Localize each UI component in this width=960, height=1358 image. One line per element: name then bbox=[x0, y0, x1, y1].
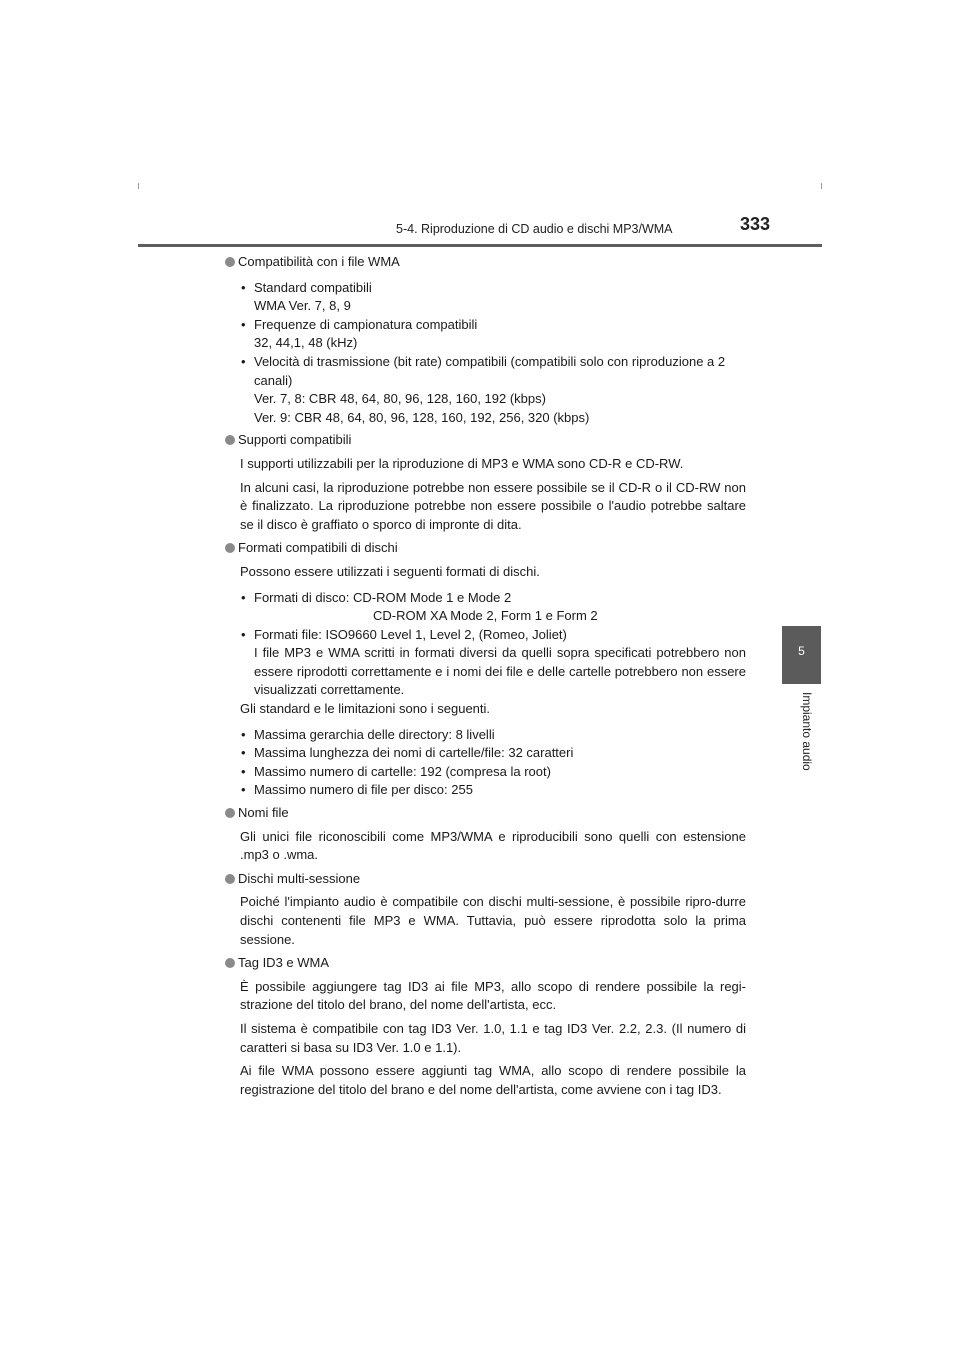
bullet-list bbox=[240, 726, 746, 800]
section-filenames bbox=[222, 804, 746, 865]
list-item: • Massimo numero di cartelle: 192 (compresa la root) bbox=[241, 763, 551, 779]
section-multisession bbox=[222, 870, 746, 949]
circle-bullet-icon bbox=[225, 543, 235, 553]
list-item: • Formati file: ISO9660 Level 1, Level 2, (Romeo, Joliet) I file MP3 e WMA scritti in formati diversi da quelli sopra specificati potrebbero non essere riprodotti correttamente e i nomi dei file e delle cartelle potrebbero non essere visualizzati correttamente. bbox=[241, 626, 746, 698]
section-wma bbox=[222, 253, 746, 427]
paragraph: Gli unici file riconoscibili come MP3/WMA e riproducibili sono quelli con estensione .mp3 o .wma. bbox=[240, 828, 746, 863]
page-content bbox=[222, 253, 746, 1099]
paragraph: Ai file WMA possono essere aggiunti tag WMA, allo scopo di rendere possibile la registrazione del titolo del brano e del nome dell'artista, come avviene con i tag ID3. bbox=[240, 1063, 746, 1097]
list-item: • Frequenze di campionatura compatibili 32, 44,1, 48 (kHz) bbox=[241, 316, 478, 351]
circle-bullet-icon bbox=[225, 874, 235, 884]
paragraph: Possono essere utilizzati i seguenti formati di dischi. bbox=[240, 563, 540, 579]
circle-bullet-icon bbox=[225, 257, 235, 267]
paragraph: Gli standard e le limitazioni sono i seguenti. bbox=[240, 701, 491, 717]
section-heading: Dischi multi-sessione bbox=[222, 870, 746, 889]
section-heading: Compatibilità con i file WMA bbox=[222, 253, 746, 272]
circle-bullet-icon bbox=[225, 808, 235, 818]
list-item: • Massima gerarchia delle directory: 8 livelli bbox=[241, 726, 495, 742]
page-number: 333 bbox=[740, 214, 771, 234]
paragraph: In alcuni casi, la riproduzione potrebbe non essere possibile se il CD-R o il CD-RW non è finalizzato. La riproduzione potrebbe non essere possibile o l'audio potrebbe saltare se il disco è graffiato o sporco di impronte di dita. bbox=[240, 479, 746, 532]
paragraph: Poiché l'impianto audio è compatibile con dischi multi-sessione, è possibile ripro-durre dischi contenenti file MP3 e WMA. Tuttavia, può essere riprodotta solo la prima sessione. bbox=[240, 894, 746, 947]
list-item: • Velocità di trasmissione (bit rate) compatibili (compatibili solo con riproduzione a 2 canali) Ver. 7, 8: CBR 48, 64, 80, 96, 128, 160, 192 (kbps) Ver. 9: CBR 48, 64, 80, 96, 128, 160, 192, 256, 320 (kbps) bbox=[241, 353, 726, 425]
list-item: • Massima lunghezza dei nomi di cartelle/file: 32 caratteri bbox=[241, 745, 574, 761]
list-item: • Massimo numero di file per disco: 255 bbox=[241, 782, 473, 798]
header-section-title: 5-4. Riproduzione di CD audio e dischi MP3/WMA bbox=[396, 222, 673, 236]
list-item: • Formati di disco: CD-ROM Mode 1 e Mode 2 CD-ROM XA Mode 2, Form 1 e Form 2 bbox=[241, 589, 598, 624]
circle-bullet-icon bbox=[225, 435, 235, 445]
section-formats bbox=[222, 539, 746, 800]
section-heading: Formati compatibili di dischi bbox=[222, 539, 746, 558]
section-heading: Supporti compatibili bbox=[222, 431, 746, 450]
section-tags bbox=[222, 954, 746, 1099]
paragraph: I supporti utilizzabili per la riproduzione di MP3 e WMA sono CD-R e CD-RW. bbox=[240, 455, 684, 471]
list-item: • Standard compatibili WMA Ver. 7, 8, 9 bbox=[241, 279, 372, 314]
section-heading: Nomi file bbox=[222, 804, 746, 823]
paragraph: Il sistema è compatibile con tag ID3 Ver. 1.0, 1.1 e tag ID3 Ver. 2.2, 2.3. (Il numero di caratteri si basa su ID3 Ver. 1.0 e 1.1). bbox=[240, 1020, 746, 1055]
crop-mark-right bbox=[821, 183, 822, 189]
crop-mark-left bbox=[138, 183, 139, 189]
circle-bullet-icon bbox=[225, 958, 235, 968]
section-media bbox=[222, 431, 746, 534]
paragraph: È possibile aggiungere tag ID3 ai file MP3, allo scopo di rendere possibile la regi-strazione del titolo del brano, del nome dell'artista, ecc. bbox=[240, 978, 746, 1013]
header-rule bbox=[138, 244, 822, 247]
chapter-number: 5 bbox=[798, 644, 805, 658]
bullet-list bbox=[240, 589, 746, 701]
chapter-tab bbox=[782, 626, 821, 684]
bullet-list bbox=[240, 279, 746, 428]
section-heading: Tag ID3 e WMA bbox=[222, 954, 746, 973]
chapter-label: Impianto audio bbox=[800, 692, 814, 771]
